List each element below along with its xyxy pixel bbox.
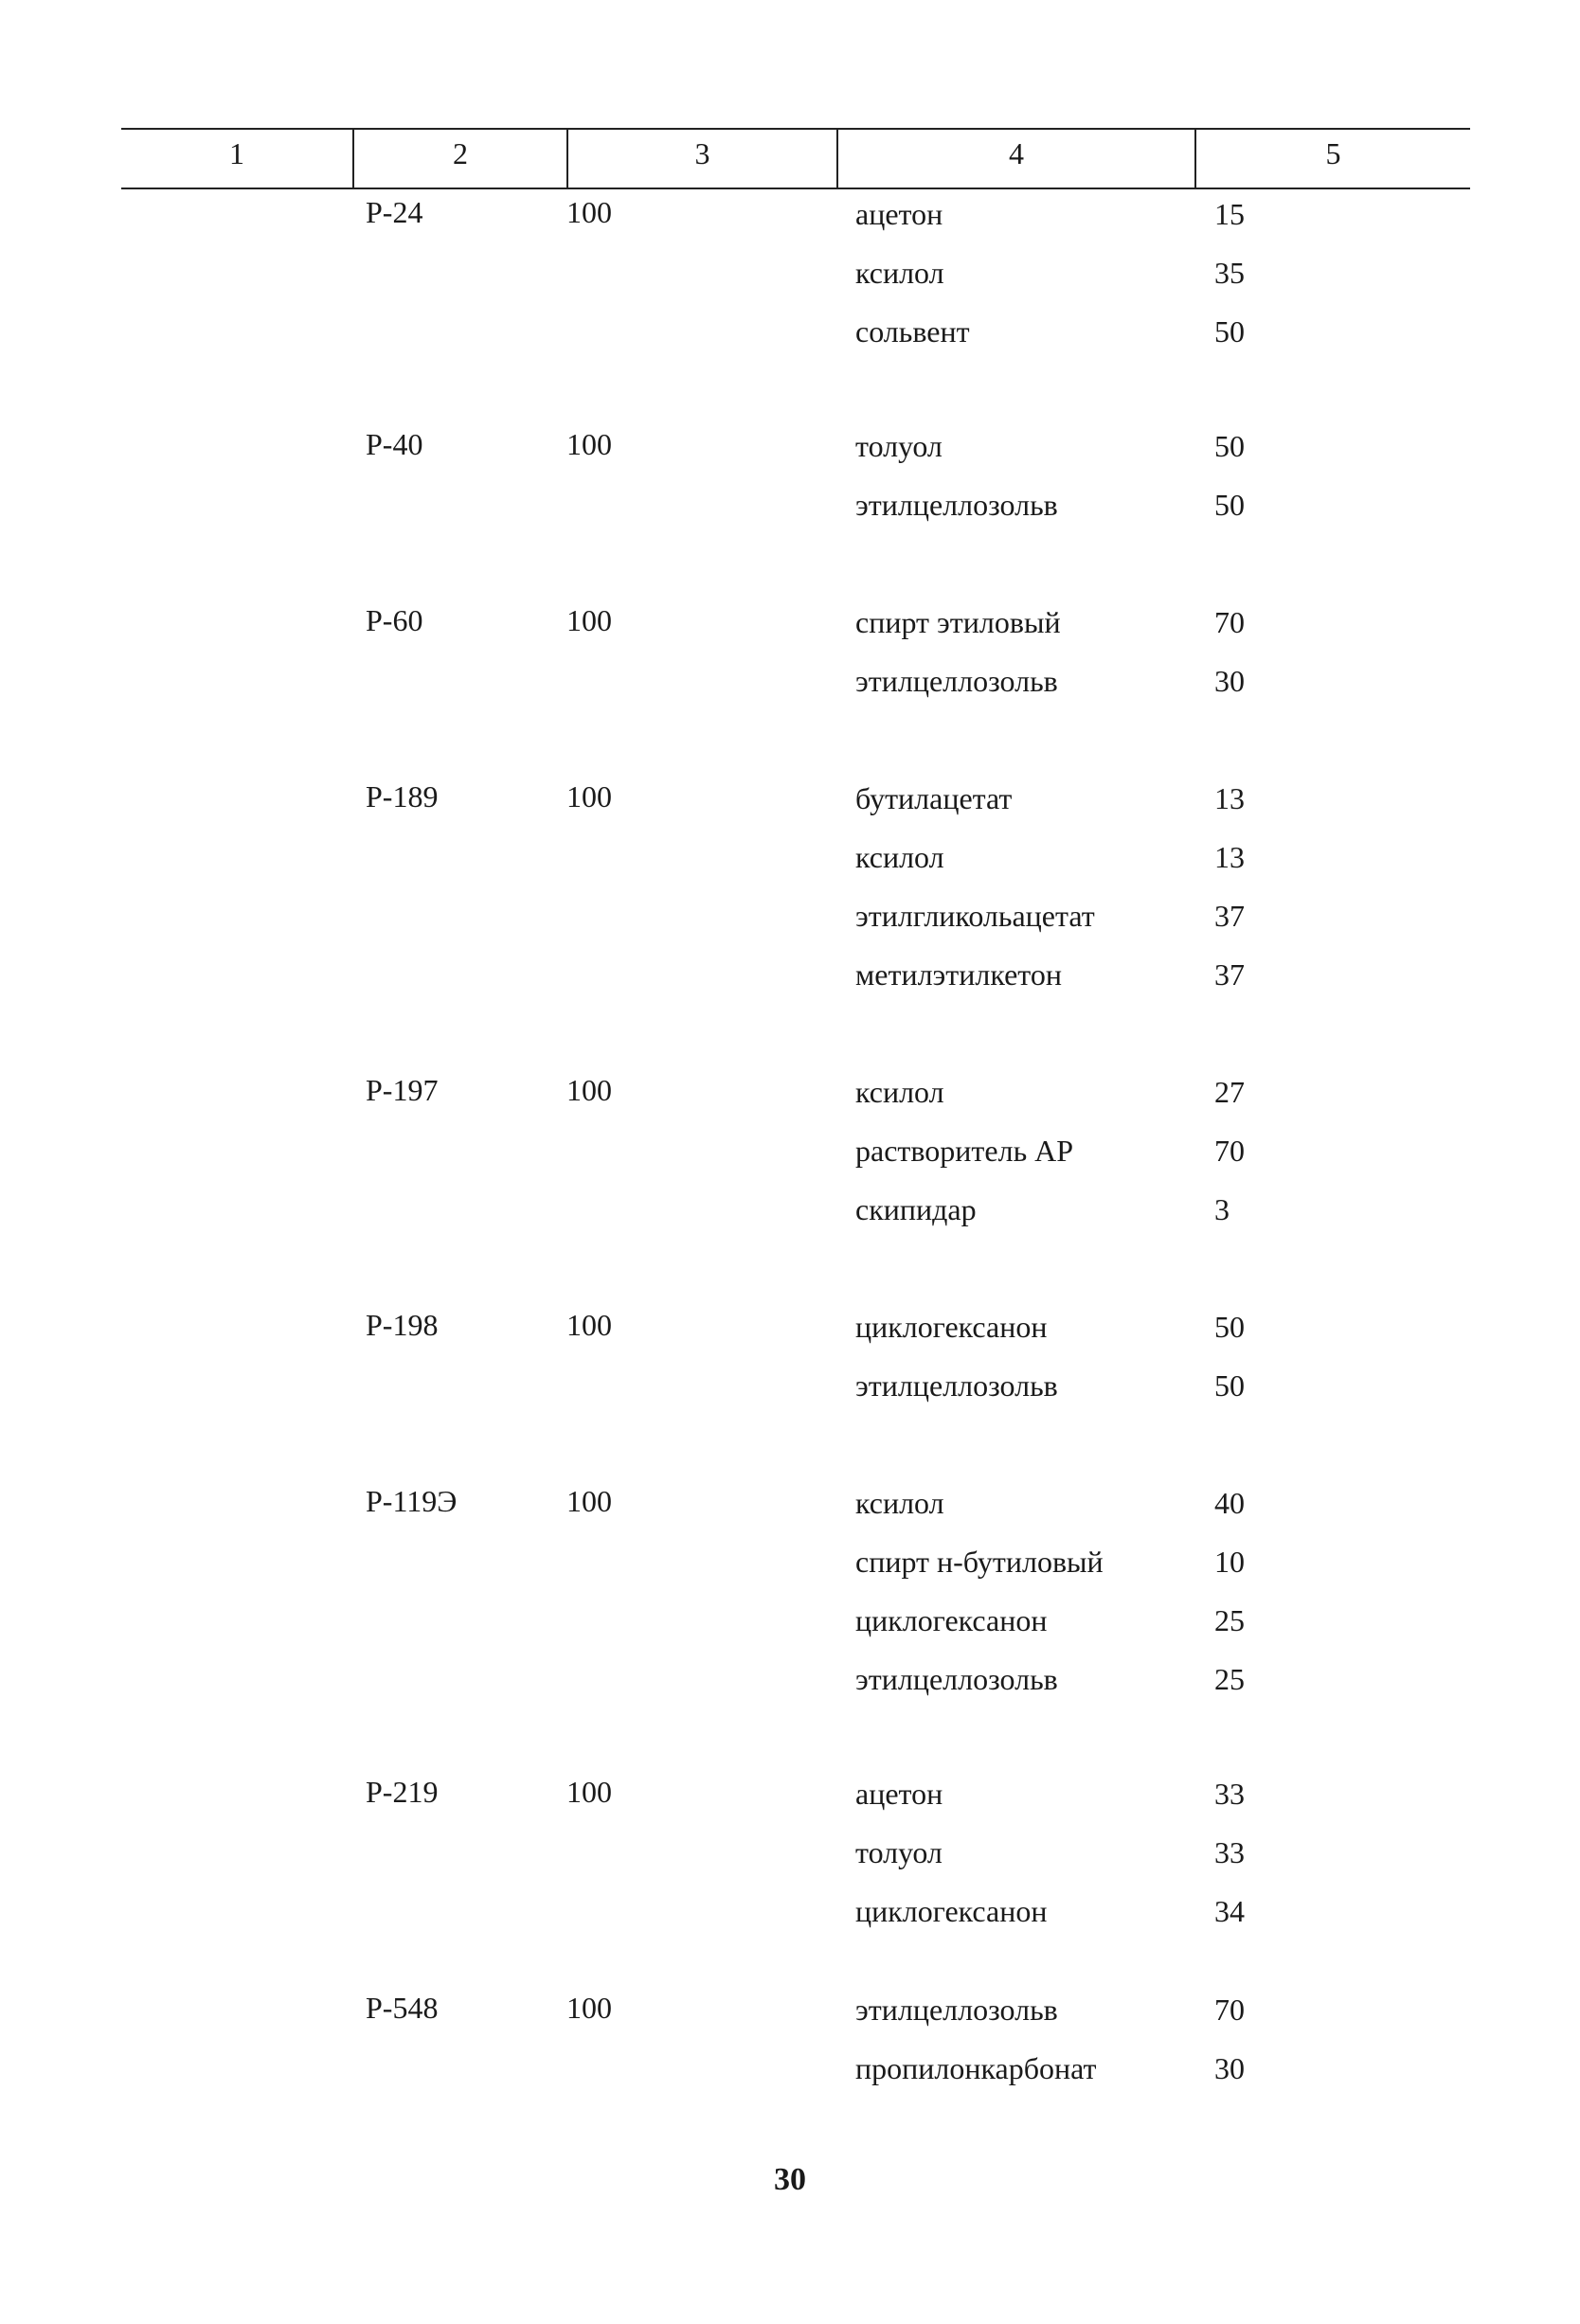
- component-name: циклогексанон: [855, 1310, 1048, 1344]
- table-row: [0, 482, 1580, 541]
- column-header-1: 1: [229, 136, 244, 170]
- component-value: 25: [1214, 1662, 1245, 1696]
- solvent-code: Р-24: [366, 195, 423, 229]
- solvent-code: Р-548: [366, 1991, 439, 2025]
- component-value: 30: [1214, 664, 1245, 698]
- table-row: [0, 599, 1580, 658]
- solvent-total: 100: [566, 427, 612, 461]
- component-name: толуол: [855, 429, 943, 463]
- component-value: 33: [1214, 1777, 1245, 1811]
- table-row: [0, 1888, 1580, 1947]
- component-name: скипидар: [855, 1192, 977, 1226]
- component-name: бутилацетат: [855, 781, 1013, 815]
- component-value: 70: [1214, 605, 1245, 639]
- component-value: 50: [1214, 488, 1245, 522]
- component-value: 70: [1214, 1993, 1245, 2027]
- solvent-total: 100: [566, 1308, 612, 1342]
- table-row: [0, 2046, 1580, 2104]
- table-row: [0, 658, 1580, 717]
- component-name: этилцеллозольв: [855, 664, 1058, 698]
- component-name: растворитель АР: [855, 1134, 1074, 1168]
- component-value: 13: [1214, 840, 1245, 874]
- solvent-total: 100: [566, 1775, 612, 1809]
- component-value: 15: [1214, 197, 1245, 231]
- solvent-total: 100: [566, 1991, 612, 2025]
- table-header-top-rule: [121, 128, 1470, 130]
- component-value: 35: [1214, 256, 1245, 290]
- component-value: 10: [1214, 1545, 1245, 1579]
- component-value: 33: [1214, 1835, 1245, 1869]
- table-row: [0, 1771, 1580, 1830]
- solvent-code: Р-60: [366, 603, 423, 637]
- solvent-code: Р-219: [366, 1775, 439, 1809]
- component-value: 27: [1214, 1075, 1245, 1109]
- component-value: 13: [1214, 781, 1245, 815]
- solvent-code: Р-198: [366, 1308, 439, 1342]
- component-name: ксилол: [855, 840, 944, 874]
- component-name: этилцеллозольв: [855, 488, 1058, 522]
- component-value: 37: [1214, 899, 1245, 933]
- component-value: 34: [1214, 1894, 1245, 1928]
- solvent-code: Р-119Э: [366, 1484, 458, 1518]
- component-value: 50: [1214, 429, 1245, 463]
- component-name: этилцеллозольв: [855, 1993, 1058, 2027]
- component-value: 50: [1214, 1310, 1245, 1344]
- table-row: [0, 1304, 1580, 1363]
- solvent-code: Р-197: [366, 1073, 439, 1107]
- solvent-total: 100: [566, 1073, 612, 1107]
- component-name: спирт этиловый: [855, 605, 1061, 639]
- table-row: [0, 191, 1580, 250]
- table-row: [0, 1598, 1580, 1656]
- table-row: [0, 952, 1580, 1010]
- table-row: [0, 776, 1580, 834]
- column-header-5: 5: [1325, 136, 1341, 170]
- component-name: ацетон: [855, 1777, 943, 1811]
- page-number: 30: [774, 2162, 806, 2197]
- table-row: [0, 1830, 1580, 1888]
- table-row: [0, 1363, 1580, 1421]
- component-value: 40: [1214, 1486, 1245, 1520]
- solvent-code: Р-40: [366, 427, 423, 461]
- component-name: метилэтилкетон: [855, 957, 1062, 992]
- table-row: [0, 309, 1580, 367]
- component-value: 50: [1214, 314, 1245, 349]
- solvent-total: 100: [566, 1484, 612, 1518]
- table-row: [0, 1187, 1580, 1245]
- table-row: [0, 1128, 1580, 1187]
- component-name: спирт н-бутиловый: [855, 1545, 1104, 1579]
- solvent-total: 100: [566, 603, 612, 637]
- component-name: этилцеллозольв: [855, 1662, 1058, 1696]
- component-value: 70: [1214, 1134, 1245, 1168]
- column-header-3: 3: [694, 136, 710, 170]
- table-row: [0, 1539, 1580, 1598]
- component-value: 50: [1214, 1368, 1245, 1403]
- table-row: [0, 250, 1580, 309]
- component-name: толуол: [855, 1835, 943, 1869]
- component-value: 30: [1214, 2051, 1245, 2085]
- component-name: ксилол: [855, 1486, 944, 1520]
- component-name: пропилонкарбонат: [855, 2051, 1097, 2085]
- component-name: ксилол: [855, 1075, 944, 1109]
- component-value: 25: [1214, 1603, 1245, 1637]
- column-header-4: 4: [1009, 136, 1024, 170]
- component-name: ацетон: [855, 197, 943, 231]
- component-name: ксилол: [855, 256, 944, 290]
- table-row: [0, 423, 1580, 482]
- component-name: циклогексанон: [855, 1603, 1048, 1637]
- column-header-2: 2: [453, 136, 468, 170]
- component-name: этилцеллозольв: [855, 1368, 1058, 1403]
- table-row: [0, 1987, 1580, 2046]
- table-row: [0, 1069, 1580, 1128]
- table-row: [0, 893, 1580, 952]
- solvent-code: Р-189: [366, 779, 439, 813]
- component-value: 3: [1214, 1192, 1230, 1226]
- solvent-total: 100: [566, 779, 612, 813]
- component-value: 37: [1214, 957, 1245, 992]
- table-row: [0, 834, 1580, 893]
- table-row: [0, 1656, 1580, 1715]
- table-header-bottom-rule: [121, 188, 1470, 189]
- table-row: [0, 1480, 1580, 1539]
- component-name: сольвент: [855, 314, 970, 349]
- component-name: этилгликольацетат: [855, 899, 1095, 933]
- component-name: циклогексанон: [855, 1894, 1048, 1928]
- solvent-total: 100: [566, 195, 612, 229]
